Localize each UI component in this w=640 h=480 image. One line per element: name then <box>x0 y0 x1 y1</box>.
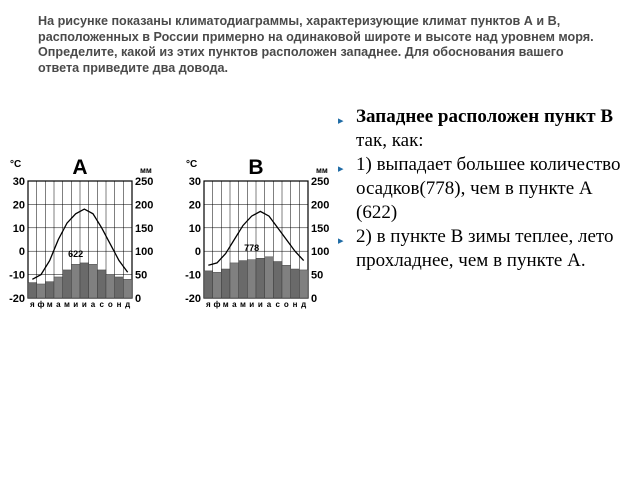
precipitation-bar <box>230 263 239 298</box>
month-label: м <box>64 300 70 309</box>
precip-tick-label: 50 <box>311 269 324 282</box>
temp-tick-label: 10 <box>12 222 25 235</box>
precipitation-bar <box>282 265 291 298</box>
temp-tick-label: 20 <box>12 199 25 212</box>
task-line: Определите, какой из этих пунктов расположен западнее. Для обоснования вашего <box>38 45 564 59</box>
climate-diagram-a <box>2 150 162 310</box>
climate-diagram-b <box>178 150 338 310</box>
month-label: а <box>56 300 61 309</box>
month-label: н <box>292 300 298 309</box>
month-label: а <box>232 300 237 309</box>
answer-list <box>338 105 628 273</box>
precipitation-bar <box>291 269 300 298</box>
task-line: На рисунке показаны климатодиаграммы, характеризующие климат пунктов А и В, <box>38 14 561 28</box>
temp-tick-label: -20 <box>185 293 201 305</box>
temp-tick-label: -20 <box>9 293 25 305</box>
month-label: я <box>205 300 211 309</box>
month-label: м <box>240 300 246 309</box>
precip-tick-label: 200 <box>135 199 154 212</box>
precipitation-bar <box>239 261 248 298</box>
answer-item <box>338 225 628 273</box>
answer-item <box>338 153 628 225</box>
task-line: ответа приведите два довода. <box>38 60 229 75</box>
precipitation-bar <box>115 277 124 298</box>
precipitation-bar <box>256 258 265 298</box>
precipitation-bar <box>123 279 132 298</box>
precipitation-bar <box>265 257 274 298</box>
unit-mm: мм <box>316 166 328 175</box>
unit-celsius: °C <box>10 159 22 170</box>
month-label: д <box>301 300 307 309</box>
precip-tick-label: 150 <box>311 222 330 235</box>
precipitation-bar <box>273 261 282 298</box>
month-label: с <box>99 300 104 309</box>
precip-tick-label: 100 <box>135 246 154 259</box>
precip-tick-label: 200 <box>311 199 330 212</box>
month-label: д <box>125 300 131 309</box>
month-label: а <box>266 300 272 309</box>
month-label: и <box>249 300 255 309</box>
precipitation-bar <box>28 283 37 298</box>
task-line: расположенных в России примерно на одинаковой широте и высоте над уровнем моря. <box>38 29 594 44</box>
precipitation-bar <box>45 282 54 298</box>
answer-highlight: Западнее расположен пункт В <box>356 106 614 127</box>
precipitation-bar <box>71 264 80 298</box>
answer-item <box>338 105 628 153</box>
precipitation-bar <box>80 263 89 298</box>
precipitation-bar <box>89 264 98 298</box>
month-label: и <box>257 300 263 309</box>
month-label: и <box>73 300 79 309</box>
month-label: ф <box>37 300 45 309</box>
month-label: ф <box>213 300 221 309</box>
month-label: н <box>116 300 122 309</box>
temp-tick-label: 30 <box>12 176 25 188</box>
answer-panel <box>338 105 628 273</box>
total-precipitation-label: 622 <box>68 248 84 259</box>
bullet-icon: ▸ <box>338 162 344 175</box>
precip-tick-label: 250 <box>311 176 330 188</box>
total-precipitation-label: 778 <box>244 242 260 253</box>
month-label: о <box>107 300 113 309</box>
precipitation-bar <box>247 260 256 298</box>
unit-celsius: °C <box>186 159 198 170</box>
unit-mm: мм <box>140 166 152 175</box>
precipitation-bar <box>54 277 63 298</box>
task-text <box>38 14 618 76</box>
precipitation-bar <box>204 271 213 298</box>
point-label: А <box>72 156 88 179</box>
temp-tick-label: 20 <box>188 199 201 212</box>
precipitation-bar <box>97 270 106 298</box>
precipitation-bar <box>299 270 308 298</box>
precip-tick-label: 100 <box>311 246 330 259</box>
month-label: с <box>275 300 280 309</box>
answer-text: 1) выпадает большее количество осадков(778), чем в пункте А (622) <box>356 154 621 223</box>
precip-tick-label: 250 <box>135 176 154 188</box>
precipitation-bar <box>37 284 46 298</box>
temp-tick-label: -10 <box>9 269 25 282</box>
precipitation-bar <box>213 272 222 298</box>
precipitation-bar <box>221 269 230 298</box>
month-label: м <box>46 300 53 309</box>
month-label: и <box>81 300 87 309</box>
month-label: о <box>283 300 289 309</box>
temp-tick-label: 0 <box>194 246 201 259</box>
precipitation-bar <box>63 270 72 298</box>
point-label: В <box>248 156 264 179</box>
precip-tick-label: 0 <box>135 293 142 305</box>
precip-tick-label: 0 <box>311 293 318 305</box>
precipitation-bar <box>106 275 115 298</box>
temp-tick-label: -10 <box>185 269 201 282</box>
temp-tick-label: 30 <box>188 176 201 188</box>
bullet-icon: ▸ <box>338 114 344 127</box>
precip-tick-label: 150 <box>135 222 154 235</box>
month-label: м <box>222 300 229 309</box>
answer-text: 2) в пункте В зимы теплее, лето прохладнее, чем в пункте А. <box>356 226 614 271</box>
precip-tick-label: 50 <box>135 269 148 282</box>
temp-tick-label: 10 <box>188 222 201 235</box>
bullet-icon: ▸ <box>338 234 344 247</box>
answer-text: так, как: <box>356 130 424 151</box>
temp-tick-label: 0 <box>18 246 25 259</box>
month-label: я <box>29 300 35 309</box>
month-label: а <box>90 300 96 309</box>
